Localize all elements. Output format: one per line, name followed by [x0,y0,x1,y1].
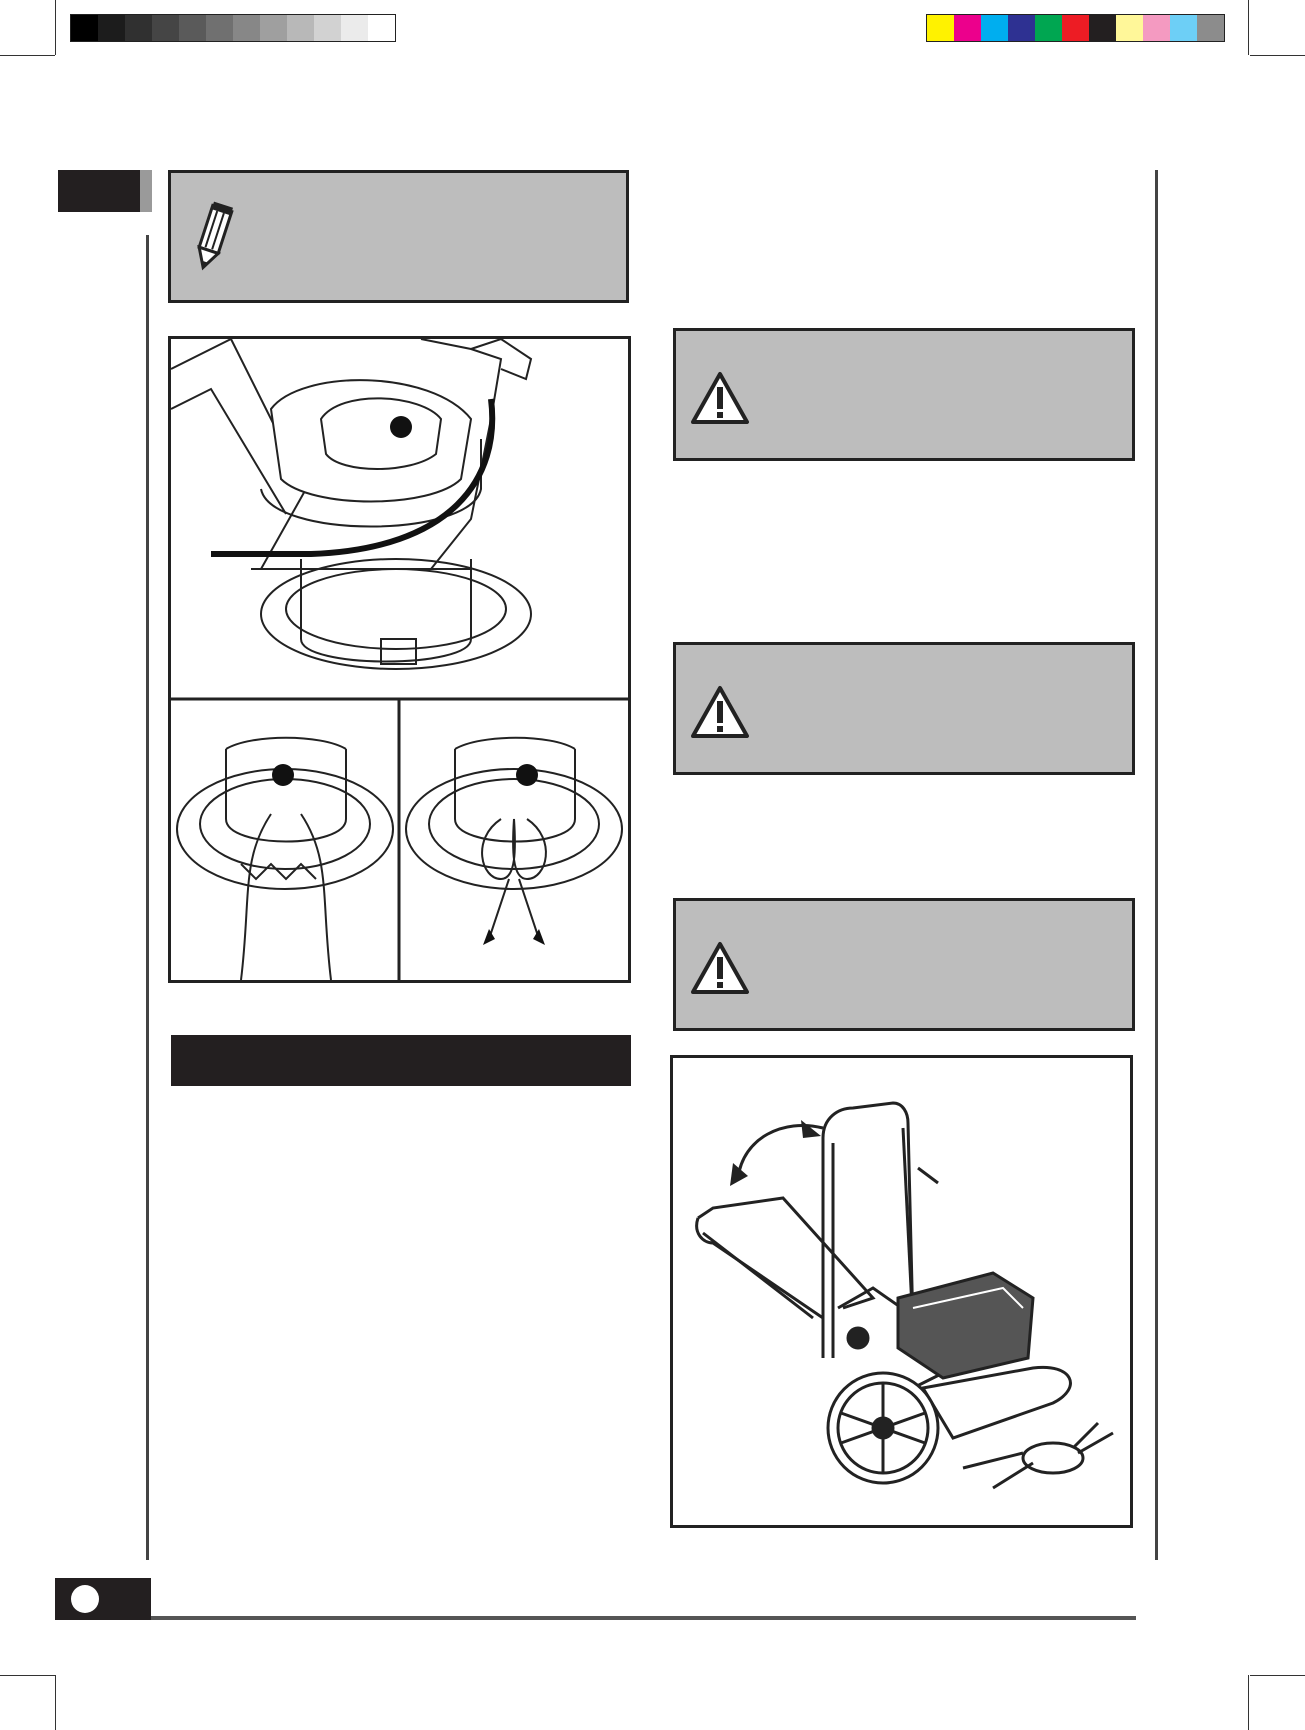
process-swatch-3 [1008,15,1035,41]
process-swatch-2 [981,15,1008,41]
grayscale-swatch-10 [341,15,368,41]
process-swatch-7 [1116,15,1143,41]
note-box [168,170,629,303]
figure-handle-fold [670,1055,1133,1528]
grayscale-swatch-7 [260,15,287,41]
crop-mark [55,0,56,55]
grayscale-swatch-3 [152,15,179,41]
grayscale-swatch-9 [314,15,341,41]
callout-marker [390,416,412,438]
figure-head-assembly [168,336,631,983]
crop-mark [55,1675,56,1730]
warning-box-1 [673,328,1135,461]
head-assembly-illustration [171,339,628,980]
process-swatch-8 [1143,15,1170,41]
process-swatch-0 [927,15,954,41]
grayscale-swatch-11 [368,15,395,41]
grayscale-swatch-2 [125,15,152,41]
right-column-rule [1155,170,1158,1560]
crop-mark [1250,1675,1305,1676]
crop-mark [1250,55,1305,56]
process-swatch-9 [1170,15,1197,41]
grayscale-swatch-6 [233,15,260,41]
grayscale-swatch-4 [179,15,206,41]
section-tab-shadow [140,170,152,212]
crop-mark [0,55,55,56]
section-heading-bar [171,1035,631,1086]
crop-mark [1248,1675,1249,1730]
process-swatch-5 [1062,15,1089,41]
crop-mark [0,1675,55,1676]
warning-box-2 [673,642,1135,775]
left-column-rule [146,235,149,1560]
warning-triangle-icon [690,371,750,425]
footer-rule [151,1616,1136,1620]
page-number-tab [55,1578,151,1620]
grayscale-swatch-8 [287,15,314,41]
callout-marker [272,764,294,786]
warning-triangle-icon [690,685,750,739]
grayscale-swatch-5 [206,15,233,41]
callout-marker [516,764,538,786]
pencil-icon [189,201,237,273]
grayscale-swatch-1 [98,15,125,41]
section-tab [58,170,140,212]
warning-triangle-icon [690,941,750,995]
process-swatch-4 [1035,15,1062,41]
grayscale-swatch-0 [71,15,98,41]
process-swatch-1 [954,15,981,41]
trimmer-handle-illustration [673,1058,1130,1525]
page-number-circle [71,1585,99,1613]
process-swatch-10 [1197,15,1224,41]
crop-mark [1248,0,1249,55]
grayscale-color-bar [70,14,396,42]
process-color-bar [926,14,1225,42]
process-swatch-6 [1089,15,1116,41]
warning-box-3 [673,898,1135,1031]
